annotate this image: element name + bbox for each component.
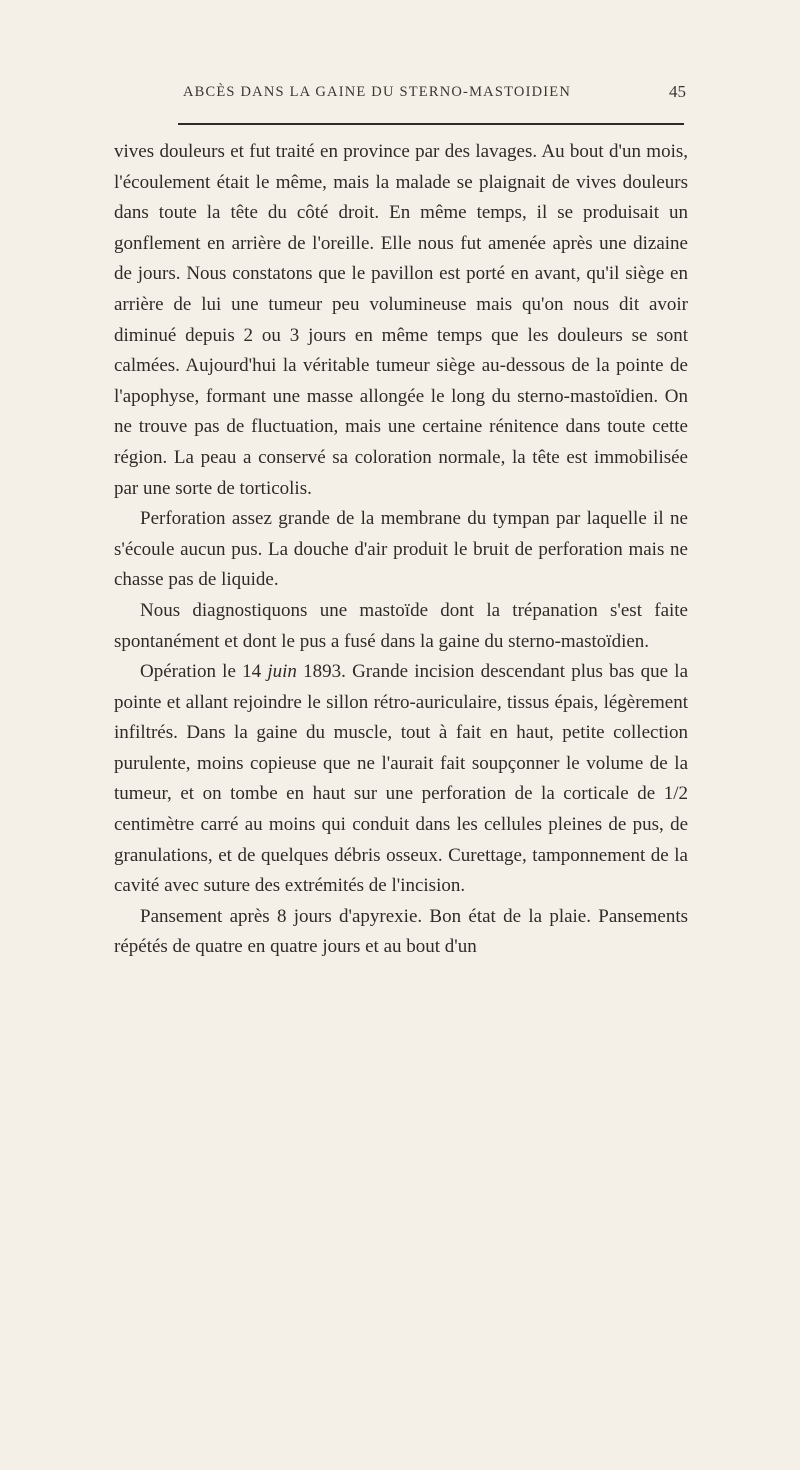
- paragraph-dressing: Pansement après 8 jours d'apyrexie. Bon état de la plaie. Pansements répétés de quatre en quatre jours et au bout d'un: [114, 905, 688, 958]
- paragraph-perforation: Perforation assez grande de la membrane du tympan par laquelle il ne s'écoule aucun pus. La douche d'air produit le bruit de perforation mais ne chasse pas de liquide.: [114, 508, 688, 591]
- running-head: ABCÈS DANS LA GAINE DU STERNO-MASTOIDIEN: [182, 84, 572, 100]
- page-header: [112, 84, 686, 106]
- body-text: [114, 137, 688, 963]
- paragraph-operation: [114, 657, 688, 902]
- operation-day: 14: [242, 661, 262, 683]
- paragraph-case-history: vives douleurs et fut traité en province par des lavages. Au bout d'un mois, l'écoulement était le même, mais la malade se plaignait de vives douleurs dans toute la tête du côté droit. En même temps, il se produisait un gonflement en arrière de l'oreille. Elle nous fut amenée après une dizaine de jours. Nous constatons que le pavillon est porté en avant, qu'il siège en arrière de lui une tumeur peu volumineuse mais qu'on nous dit avoir diminué depuis 2 ou 3 jours en même temps que les douleurs se sont calmées. Aujourd'hui la véritable tumeur siège au-dessous de la pointe de l'apophyse, formant une masse allongée le long du sterno-mastoïdien. On ne trouve pas de fluctuation, mais une certaine rénitence dans toute cette région. La peau a conservé sa coloration normale, la tête est immobilisée par une sorte de torticolis.: [114, 141, 688, 499]
- operation-month: juin: [267, 661, 297, 683]
- header-rule: [178, 123, 684, 125]
- page-number: 45: [669, 82, 686, 101]
- paragraph-diagnosis: Nous diagnostiquons une mastoïde dont la trépanation s'est faite spontanément et dont le pus a fusé dans la gaine du sterno-mastoïdien.: [114, 599, 688, 652]
- operation-lead: Opération le: [140, 661, 243, 683]
- operation-details: 1893. Grande incision descendant plus bas que la pointe et allant rejoindre le sillon rétro-auriculaire, tissus épais, légèrement infiltrés. Dans la gaine du muscle, tout à fait en haut, petite collection purulente, moins copieuse que ne l'aurait fait soupçonner le volume de la tumeur, et on tombe en haut sur une perforation de la corticale de 1/2 centimètre carré au moins qui conduit dans les cellules pleines de pus, de granulations, et de quelques débris osseux. Curettage, tamponnement de la cavité avec suture des extrémités de l'incision.: [114, 661, 689, 897]
